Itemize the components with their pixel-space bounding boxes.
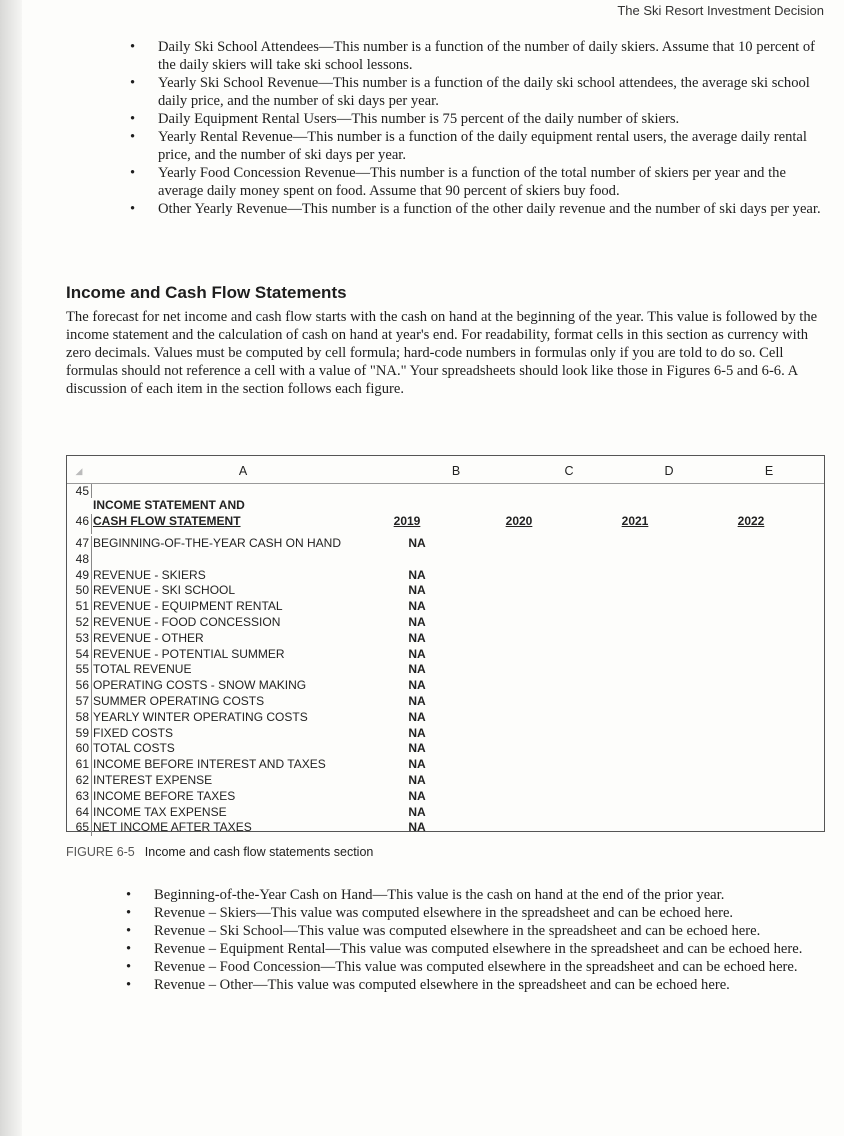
- cell-b-value: NA: [408, 536, 426, 550]
- cell-b-value: NA: [408, 662, 426, 677]
- row-number: 58: [67, 710, 92, 726]
- row-number: 64: [67, 805, 92, 821]
- row-label: REVENUE - POTENTIAL SUMMER: [93, 646, 285, 661]
- bullet-icon: •: [130, 201, 136, 217]
- row-number: 62: [67, 773, 92, 789]
- row-number: 50: [67, 583, 92, 599]
- row-label: INCOME TAX EXPENSE: [93, 804, 227, 819]
- row-number: 61: [67, 757, 92, 773]
- column-header-a: A: [238, 464, 248, 478]
- section-heading: Income and Cash Flow Statements: [66, 283, 347, 302]
- cell-b-value: NA: [408, 567, 426, 582]
- bullet-item: [126, 922, 826, 940]
- bullet-item: [130, 38, 830, 74]
- bullet-item: [126, 958, 826, 976]
- row-label: REVENUE - SKI SCHOOL: [93, 583, 236, 598]
- bullet-icon: •: [130, 39, 136, 55]
- scan-shadow: [0, 0, 22, 1136]
- bullet-icon: •: [130, 75, 136, 91]
- cell-b-value: NA: [408, 709, 426, 724]
- bullet-text: Yearly Ski School Revenue—This number is a function of the daily ski school attendees, the average ski school daily price, and the number of ski days per year.: [158, 75, 810, 109]
- bullet-icon: •: [126, 977, 132, 993]
- table-row: [67, 694, 824, 710]
- cell-b-value: NA: [408, 725, 426, 740]
- row-label: REVENUE - FOOD CONCESSION: [93, 615, 281, 629]
- column-header-row: [67, 456, 824, 484]
- table-row: [67, 789, 824, 805]
- bullet-icon: •: [126, 941, 132, 957]
- bullet-icon: •: [126, 887, 132, 903]
- cell-b-value: NA: [408, 757, 426, 772]
- cell-b-value: NA: [408, 804, 426, 819]
- bullet-text: Yearly Food Concession Revenue—This number is a function of the total number of skiers per year and the average daily money spent on food. Assume that 90 percent of skiers buy food.: [158, 165, 786, 199]
- bullet-text: Revenue – Other—This value was computed elsewhere in the spreadsheet and can be echoed here.: [154, 977, 730, 993]
- row-label: SUMMER OPERATING COSTS: [93, 694, 265, 708]
- bottom-bullet-list: [126, 886, 826, 994]
- row-label: INCOME BEFORE TAXES: [93, 788, 236, 803]
- bullet-item: [130, 128, 830, 164]
- row-number: 46: [67, 514, 92, 534]
- cell-b-value: NA: [408, 788, 426, 803]
- bullet-icon: •: [130, 111, 136, 127]
- table-row: [67, 773, 824, 789]
- figure-caption: [66, 845, 373, 859]
- figure-caption-text: Income and cash flow statements section: [144, 845, 374, 859]
- bullet-icon: •: [126, 905, 132, 921]
- cell-b-value: NA: [408, 820, 426, 835]
- bullet-text: Revenue – Food Concession—This value was computed elsewhere in the spreadsheet and can be echoed here.: [154, 959, 798, 975]
- row-label: YEARLY WINTER OPERATING COSTS: [93, 709, 308, 724]
- cell-b-value: NA: [408, 678, 426, 693]
- table-row: [67, 583, 824, 599]
- select-all-corner-icon: ◢: [75, 466, 83, 476]
- bullet-item: [126, 886, 826, 904]
- row-label: TOTAL REVENUE: [93, 662, 192, 677]
- table-row: [67, 647, 824, 663]
- table-row: [67, 662, 824, 678]
- bullet-item: [130, 74, 830, 110]
- row-label: REVENUE - EQUIPMENT RENTAL: [93, 599, 283, 614]
- table-row: [67, 631, 824, 647]
- table-row: [67, 568, 824, 584]
- row-number: 59: [67, 726, 92, 742]
- row-number: 49: [67, 568, 92, 584]
- row-number: 55: [67, 662, 92, 678]
- table-row: [67, 726, 824, 742]
- bullet-item: [126, 976, 826, 994]
- row-number: 47: [67, 536, 92, 552]
- row-label: INCOME BEFORE INTEREST AND TAXES: [93, 757, 326, 772]
- bullet-text: Revenue – Equipment Rental—This value was computed elsewhere in the spreadsheet and can be echoed here.: [154, 941, 803, 957]
- bullet-item: [126, 940, 826, 958]
- table-row: [67, 757, 824, 773]
- row-label: REVENUE - SKIERS: [93, 567, 206, 582]
- year-2022: 2022: [737, 514, 765, 528]
- row-number: 65: [67, 820, 92, 836]
- spreadsheet-figure: [66, 455, 825, 835]
- running-header: The Ski Resort Investment Decision: [617, 3, 824, 18]
- bullet-item: [130, 164, 830, 200]
- cell-b-value: NA: [408, 694, 426, 708]
- bullet-text: Daily Equipment Rental Users—This number is 75 percent of the daily number of skiers.: [158, 111, 680, 127]
- bullet-text: Beginning-of-the-Year Cash on Hand—This value is the cash on hand at the end of the prior year.: [154, 887, 725, 903]
- row-number: 57: [67, 694, 92, 710]
- row-number: 60: [67, 741, 92, 757]
- year-2021: 2021: [621, 514, 649, 528]
- bullet-icon: •: [126, 923, 132, 939]
- table-row: [67, 536, 824, 552]
- column-header-c: C: [564, 464, 574, 478]
- table-row: [67, 552, 824, 568]
- bullet-item: [130, 110, 830, 128]
- cell-b-value: NA: [408, 615, 426, 629]
- row-label: REVENUE - OTHER: [93, 630, 204, 645]
- section-paragraph: The forecast for net income and cash flow starts with the cash on hand at the beginning of the year. This value is followed by the income statement and the calculation of cash on hand at year's end. For readability, format cells in this section as currency with zero decimals. Values must be computed by cell formula; hard-code numbers in formulas only if you are told to do so. Cell formulas should not reference a cell with a value of "NA." Your spreadsheets should look like those in Figures 6-5 and 6-6. A discussion of each item in the section follows each figure.: [66, 309, 818, 397]
- bullet-text: Yearly Rental Revenue—This number is a function of the daily equipment rental users, the average daily rental price, and the number of ski days per year.: [158, 129, 807, 163]
- row-number: 54: [67, 647, 92, 663]
- table-row: [67, 741, 824, 757]
- table-row: [67, 615, 824, 631]
- row-number: 63: [67, 789, 92, 805]
- sheet-title-line2: CASH FLOW STATEMENT: [93, 514, 241, 528]
- row-label: FIXED COSTS: [93, 725, 174, 740]
- bullet-item: [130, 200, 830, 218]
- table-row: [67, 710, 824, 726]
- bullet-text: Daily Ski School Attendees—This number is a function of the number of daily skiers. Assume that 10 percent of the daily skiers will take ski school lessons.: [158, 39, 816, 73]
- row-number: 56: [67, 678, 92, 694]
- table-row: [67, 820, 824, 836]
- table-row: [67, 484, 824, 498]
- cell-b-value: NA: [408, 741, 426, 756]
- top-bullet-list: [130, 38, 830, 218]
- cell-b-value: NA: [408, 773, 426, 787]
- bullet-text: Revenue – Ski School—This value was computed elsewhere in the spreadsheet and can be echoed here.: [154, 923, 761, 939]
- row-label: OPERATING COSTS - SNOW MAKING: [93, 678, 307, 693]
- cell-b-value: NA: [408, 646, 426, 661]
- table-row: [67, 599, 824, 615]
- column-header-b: B: [451, 464, 461, 478]
- figure-number: FIGURE 6-5: [66, 845, 135, 859]
- row-label: BEGINNING-OF-THE-YEAR CASH ON HAND: [93, 536, 342, 550]
- bullet-icon: •: [130, 129, 136, 145]
- column-header-e: E: [764, 464, 774, 478]
- row-number: 52: [67, 615, 92, 631]
- sheet-title-line1: INCOME STATEMENT AND: [93, 498, 245, 512]
- year-2020: 2020: [505, 514, 533, 528]
- table-row: [67, 805, 824, 821]
- row-label: INTEREST EXPENSE: [93, 773, 213, 787]
- table-row: [67, 678, 824, 694]
- bullet-icon: •: [130, 165, 136, 181]
- column-header-d: D: [664, 464, 674, 478]
- cell-b-value: NA: [408, 630, 426, 645]
- bullet-icon: •: [126, 959, 132, 975]
- row-number: 45: [67, 484, 92, 498]
- row-number: 53: [67, 631, 92, 647]
- row-number: 48: [67, 552, 92, 568]
- cell-b-value: NA: [408, 599, 426, 614]
- year-2019: 2019: [393, 514, 421, 528]
- row-label: TOTAL COSTS: [93, 741, 175, 756]
- bullet-item: [126, 904, 826, 922]
- cell-b-value: NA: [408, 583, 426, 598]
- bullet-text: Other Yearly Revenue—This number is a function of the other daily revenue and the number of ski days per year.: [158, 201, 821, 217]
- row-number: 51: [67, 599, 92, 615]
- bullet-text: Revenue – Skiers—This value was computed elsewhere in the spreadsheet and can be echoed here.: [154, 905, 734, 921]
- row-label: NET INCOME AFTER TAXES: [93, 820, 252, 835]
